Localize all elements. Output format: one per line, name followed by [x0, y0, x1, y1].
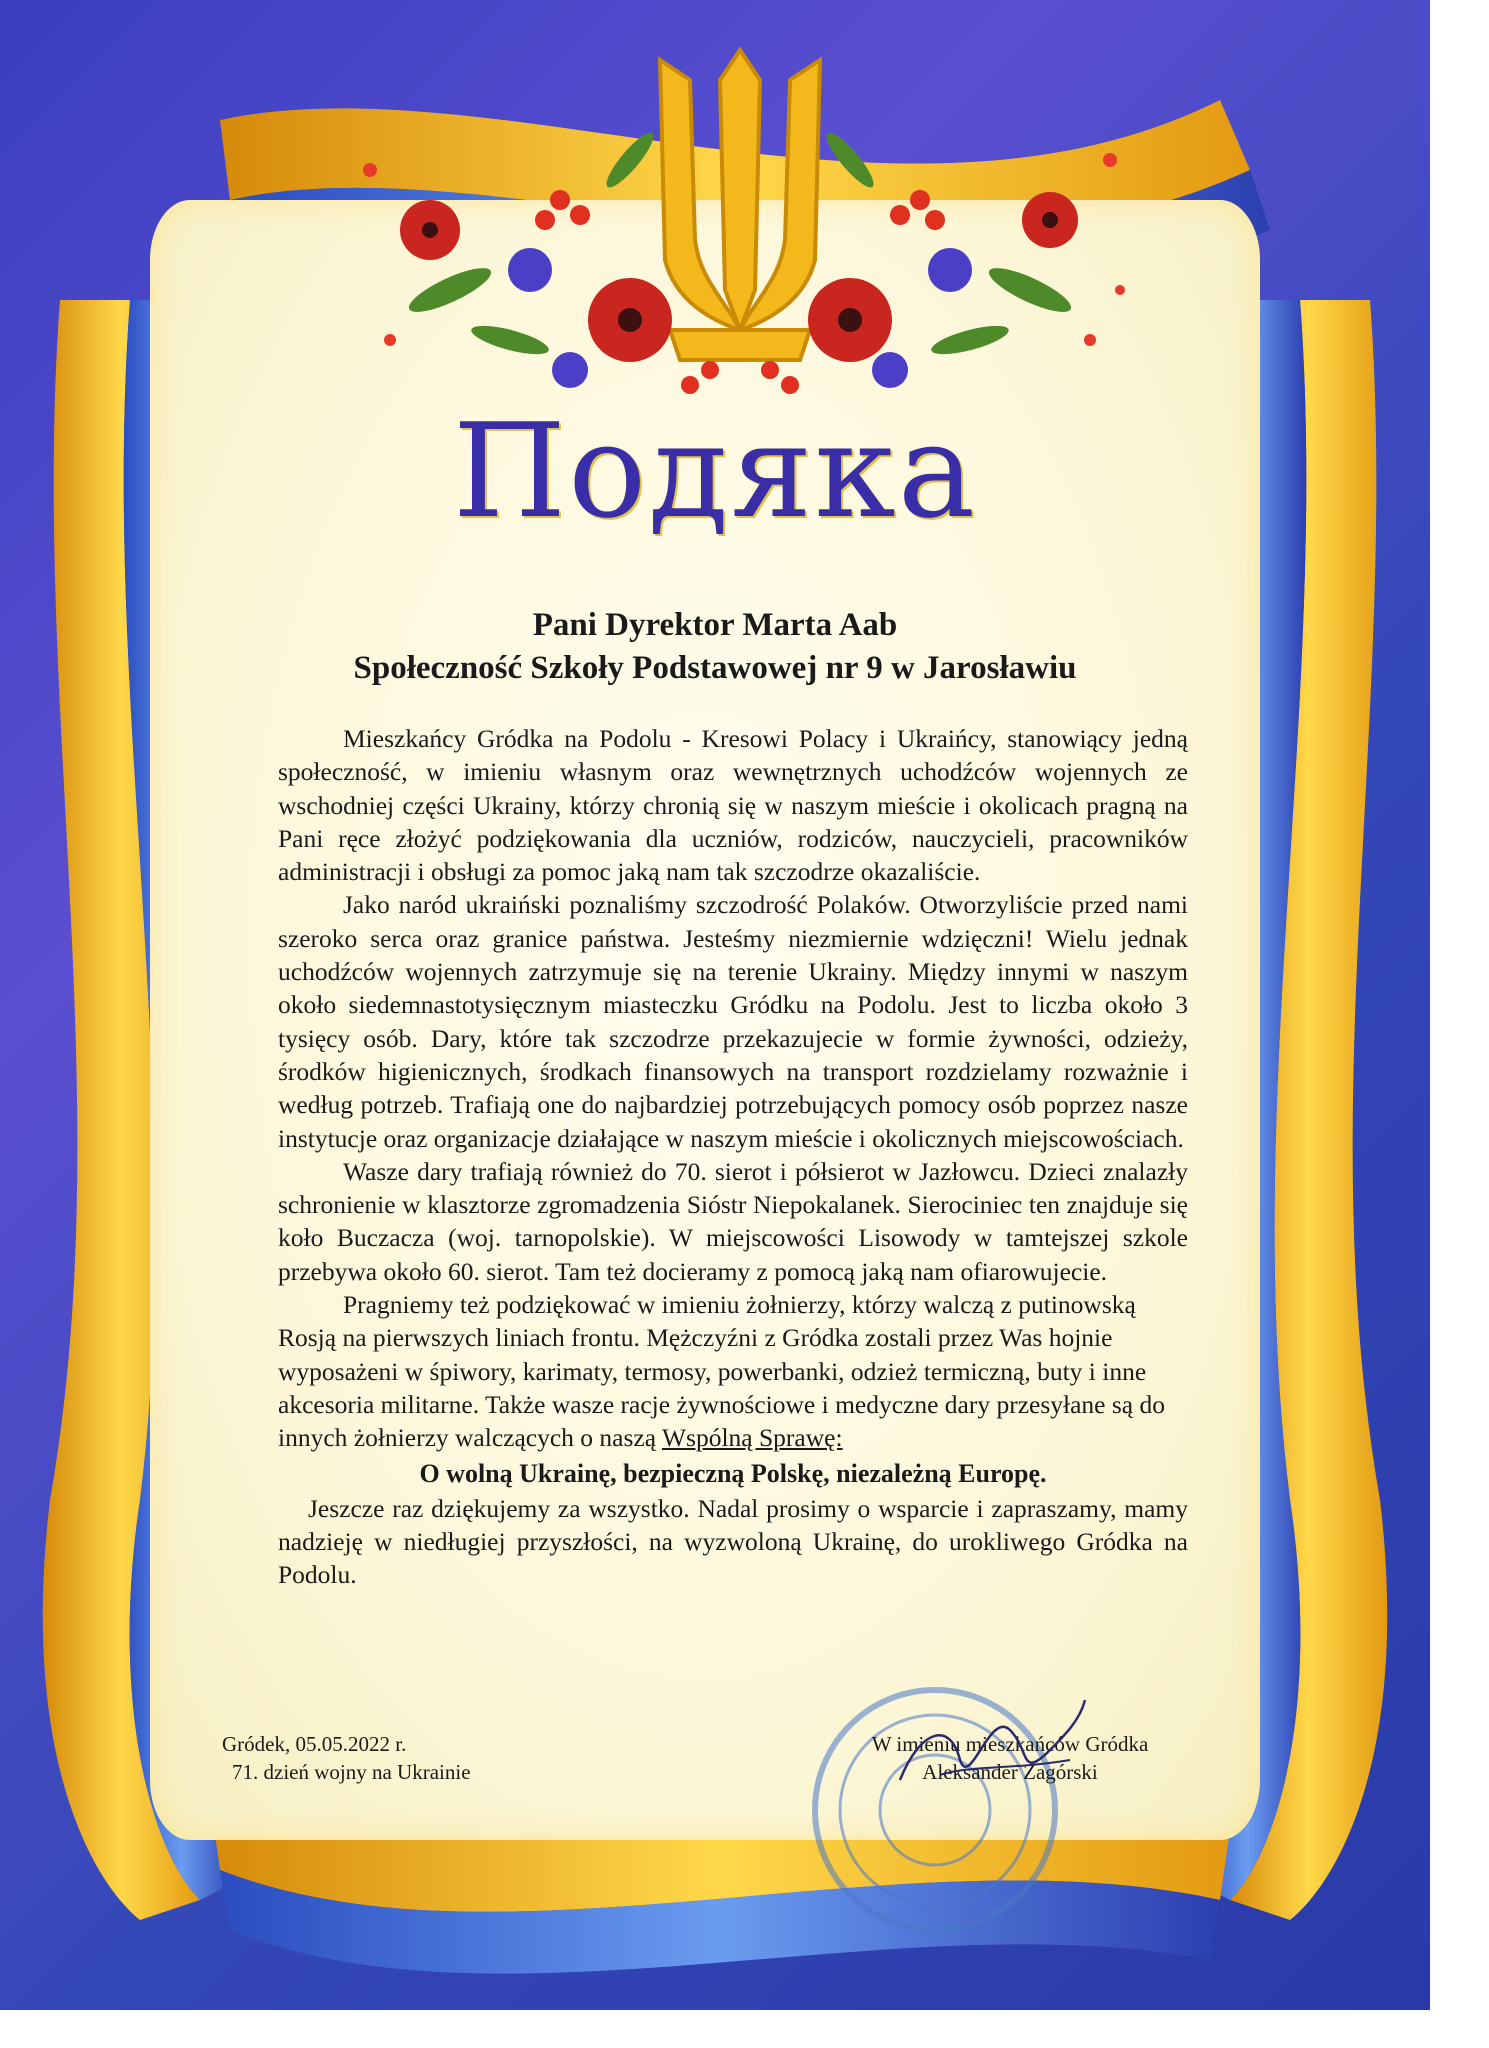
letter-body	[278, 722, 1188, 1592]
war-day-line: 71. dzień wojny na Ukrainie	[232, 1760, 471, 1784]
signature-line-2: Aleksander Zagórski	[922, 1760, 1098, 1784]
recipient-line-2: Społeczność Szkoły Podstawowej nr 9 w Jarosławiu	[353, 650, 1077, 686]
closing-paragraph: Jeszcze raz dziękujemy za wszystko. Nadal prosimy o wsparcie i zapraszamy, mamy nadzieję w niedługiej przyszłości, na wyzwoloną Ukrainę, do urokliwego Gródka na Podolu.	[278, 1493, 1188, 1590]
handwritten-signature	[880, 1690, 1100, 1810]
date-line: Gródek, 05.05.2022 r.	[222, 1732, 407, 1756]
paragraph: Wasze dary trafiają również do 70. sierot i półsierot w Jazłowcu. Dzieci znalazły schronienie w klasztorze zgromadzenia Sióstr Niepokalanek. Sierociniec ten znajduje się koło Buczacza (woj. tarnopolskie). W miejscowości Lisowody w tamtejszej szkole przebywa około 60. sierot. Tam też docieramy z pomocą jaką nam ofiarowujecie.	[278, 1156, 1188, 1286]
paragraph: Mieszkańcy Gródka na Podolu - Kresowi Polacy i Ukraińcy, stanowiący jedną społeczność, w imieniu własnym oraz wewnętrznych uchodźców wojennych ze wschodniej części Ukrainy, którzy chronią się w naszym mieście i okolicach pragną na Pani ręce złożyć podziękowania dla uczniów, rodziców, nauczycieli, pracowników administracji i obsługi za pomoc jaką nam tak szczodrze okazaliście.	[278, 724, 1188, 887]
document-title: Подяка	[452, 395, 978, 547]
soldiers-paragraph	[278, 1288, 1188, 1454]
soldiers-text: Pragniemy też podziękować w imieniu żołnierzy, którzy walczą z putinowską Rosją na pierwszych liniach frontu. Mężczyźni z Gródka zostali przez Was hojnie wyposażeni w śpiwory, karimaty, termosy, powerbanki, odzież termiczną, buty i inne akcesoria militarne. Także wasze racje żywnościowe i medyczne dary przesyłane są do innych żołnierzy walczących o naszą	[278, 1290, 1165, 1453]
trident-icon	[660, 50, 820, 360]
signature-line-1: W imieniu mieszkańców Gródka	[871, 1732, 1149, 1756]
motto: O wolną Ukrainę, bezpieczną Polskę, niezależną Europę.	[419, 1458, 1047, 1488]
trident-floral-ornament	[330, 40, 1150, 420]
recipient-line-1: Pani Dyrektor Marta Aab	[532, 607, 898, 643]
common-cause: Wspólną Sprawę:	[661, 1423, 843, 1453]
paragraph: Jako naród ukraiński poznaliśmy szczodrość Polaków. Otworzyliście przed nami szeroko serca oraz granice państwa. Jesteśmy niezmiernie wdzięczni! Wielu jednak uchodźców wojennych zatrzymuje się na terenie Ukrainy. Między innymi w naszym około siedemnastotysięcznym miasteczku Gródku na Podolu. Jest to liczba około 3 tysięcy osób. Dary, które tak szczodrze przekazujecie w formie żywności, odzieży, środków higienicznych, środkach finansowych na transport rozdzielamy rozważnie i według potrzeb. Trafiają one do najbardziej potrzebujących pomocy osób poprzez nasze instytucje oraz organizacje działające w naszym mieście i okolicznych miejscowościach.	[278, 890, 1188, 1153]
date-block	[222, 1730, 471, 1786]
